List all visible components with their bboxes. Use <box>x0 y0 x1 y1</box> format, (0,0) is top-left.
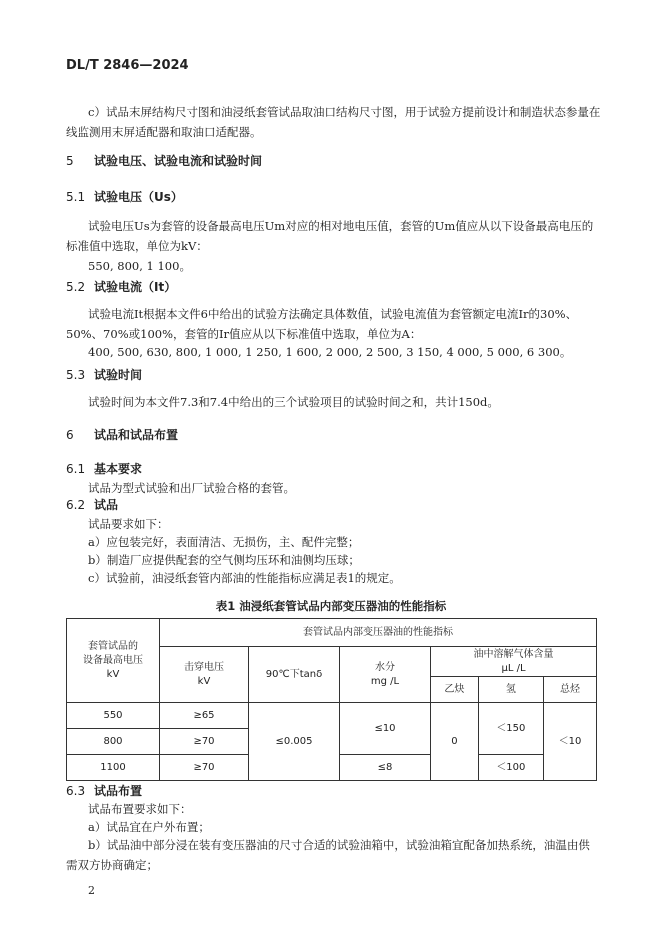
header-text: μL /L <box>501 662 526 674</box>
header-total-hydrocarbon: 总烃 <box>543 677 596 703</box>
header-text: 油中溶解气体含量 <box>473 648 554 660</box>
section-number: 6.2 <box>66 498 86 512</box>
section-title: 试品 <box>94 498 119 512</box>
cell-water: ≤8 <box>340 755 431 781</box>
cell-breakdown: ≥65 <box>160 703 249 729</box>
header-tan-delta: 90℃下tanδ <box>249 647 340 703</box>
cell-water: ≤10 <box>340 703 431 755</box>
voltage-values: 550, 800, 1 100。 <box>88 259 191 273</box>
header-dissolved-gas <box>431 647 597 677</box>
section-5-2-heading <box>66 278 176 295</box>
cell-tan-delta: ≤0.005 <box>249 703 340 781</box>
header-acetylene: 乙炔 <box>431 677 479 703</box>
section-number: 5.1 <box>66 190 86 204</box>
section-5-2-body: 试验电流It根据本文件6中给出的试验方法确定具体数值，试验电流值为套管额定电流Ir的30%、50%、70%或100%，套管的Ir值应从以下标准值中选取，单位为A： <box>66 307 578 341</box>
cell-hydrogen: ＜100 <box>478 755 543 781</box>
section-6-1-body: 试品为型式试验和出厂试验合格的套管。 <box>88 481 295 495</box>
header-water <box>340 647 431 703</box>
header-text: 击穿电压 <box>184 661 224 673</box>
section-number: 5.2 <box>66 280 86 294</box>
section-title: 试品和试品布置 <box>94 428 179 442</box>
header-text: 水分 <box>375 661 395 673</box>
section-6-heading <box>66 426 178 443</box>
document-code: DL/T 2846—2024 <box>66 58 189 73</box>
cell-voltage: 800 <box>67 729 160 755</box>
section-number: 6.1 <box>66 462 86 476</box>
header-hydrogen: 氢 <box>478 677 543 703</box>
section-title: 试验电压、试验电流和试验时间 <box>94 154 263 168</box>
cell-voltage: 1100 <box>67 755 160 781</box>
current-values: 400, 500, 630, 800, 1 000, 1 250, 1 600, 2 000, 2 500, 3 150, 4 000, 5 000, 6 300。 <box>88 345 572 359</box>
section-number: 5.3 <box>66 368 86 382</box>
page-number: 2 <box>88 884 95 897</box>
section-5-1-heading <box>66 188 183 205</box>
section-6-2-heading <box>66 496 118 513</box>
section-title: 试验电流（It） <box>94 280 177 294</box>
section-6-3-intro: 试品布置要求如下： <box>88 802 192 816</box>
table-row <box>67 703 597 729</box>
section-title: 试品布置 <box>94 784 143 798</box>
header-text: kV <box>106 668 120 680</box>
list-item: a）试品宜在户外布置； <box>88 820 210 834</box>
list-item: b）制造厂应提供配套的空气侧均压环和油侧均压球； <box>88 553 360 567</box>
intro-item-c: c）试品末屏结构尺寸图和油浸纸套管试品取油口结构尺寸图，用于试验方提前设计和制造状态参量在线监测用末屏适配器和取油口适配器。 <box>66 105 601 139</box>
section-title: 试验电压（Us） <box>94 190 183 204</box>
section-5-3-heading <box>66 366 142 383</box>
section-6-1-heading <box>66 460 142 477</box>
list-item: a）应包装完好，表面清洁、无损伤，主、配件完整； <box>88 535 360 549</box>
list-item: b）试品油中部分浸在装有变压器油的尺寸合适的试验油箱中，试验油箱宜配备加热系统，油温由供需双方协商确定； <box>66 838 590 872</box>
header-breakdown <box>160 647 249 703</box>
cell-voltage: 550 <box>67 703 160 729</box>
section-number: 6.3 <box>66 784 86 798</box>
section-5-1-body: 试验电压Us为套管的设备最高电压Um对应的相对地电压值，套管的Um值应从以下设备最高电压的标准值中选取，单位为kV： <box>66 219 594 253</box>
header-text: mg /L <box>370 675 400 687</box>
cell-breakdown: ≥70 <box>160 729 249 755</box>
table-caption: 表1 油浸纸套管试品内部变压器油的性能指标 <box>215 599 447 613</box>
header-text: 套管试品的 <box>88 640 138 652</box>
cell-acetylene: 0 <box>431 703 479 781</box>
cell-hydrogen: ＜150 <box>478 703 543 755</box>
header-text: 设备最高电压 <box>83 654 143 666</box>
section-number: 6 <box>66 428 74 442</box>
section-5-heading <box>66 152 262 169</box>
header-text: kV <box>197 675 211 687</box>
section-6-3-heading <box>66 782 142 799</box>
section-number: 5 <box>66 154 74 168</box>
section-6-2-intro: 试品要求如下： <box>88 517 169 531</box>
header-voltage <box>67 619 160 703</box>
section-title: 试验时间 <box>94 368 143 382</box>
header-group: 套管试品内部变压器油的性能指标 <box>160 619 597 647</box>
section-title: 基本要求 <box>94 462 143 476</box>
cell-breakdown: ≥70 <box>160 755 249 781</box>
section-5-3-body: 试验时间为本文件7.3和7.4中给出的三个试验项目的试验时间之和，共计150d。 <box>88 395 499 409</box>
oil-properties-table <box>66 618 597 781</box>
list-item: c）试验前，油浸纸套管内部油的性能指标应满足表1的规定。 <box>88 571 401 585</box>
cell-total-hydrocarbon: ＜10 <box>543 703 596 781</box>
